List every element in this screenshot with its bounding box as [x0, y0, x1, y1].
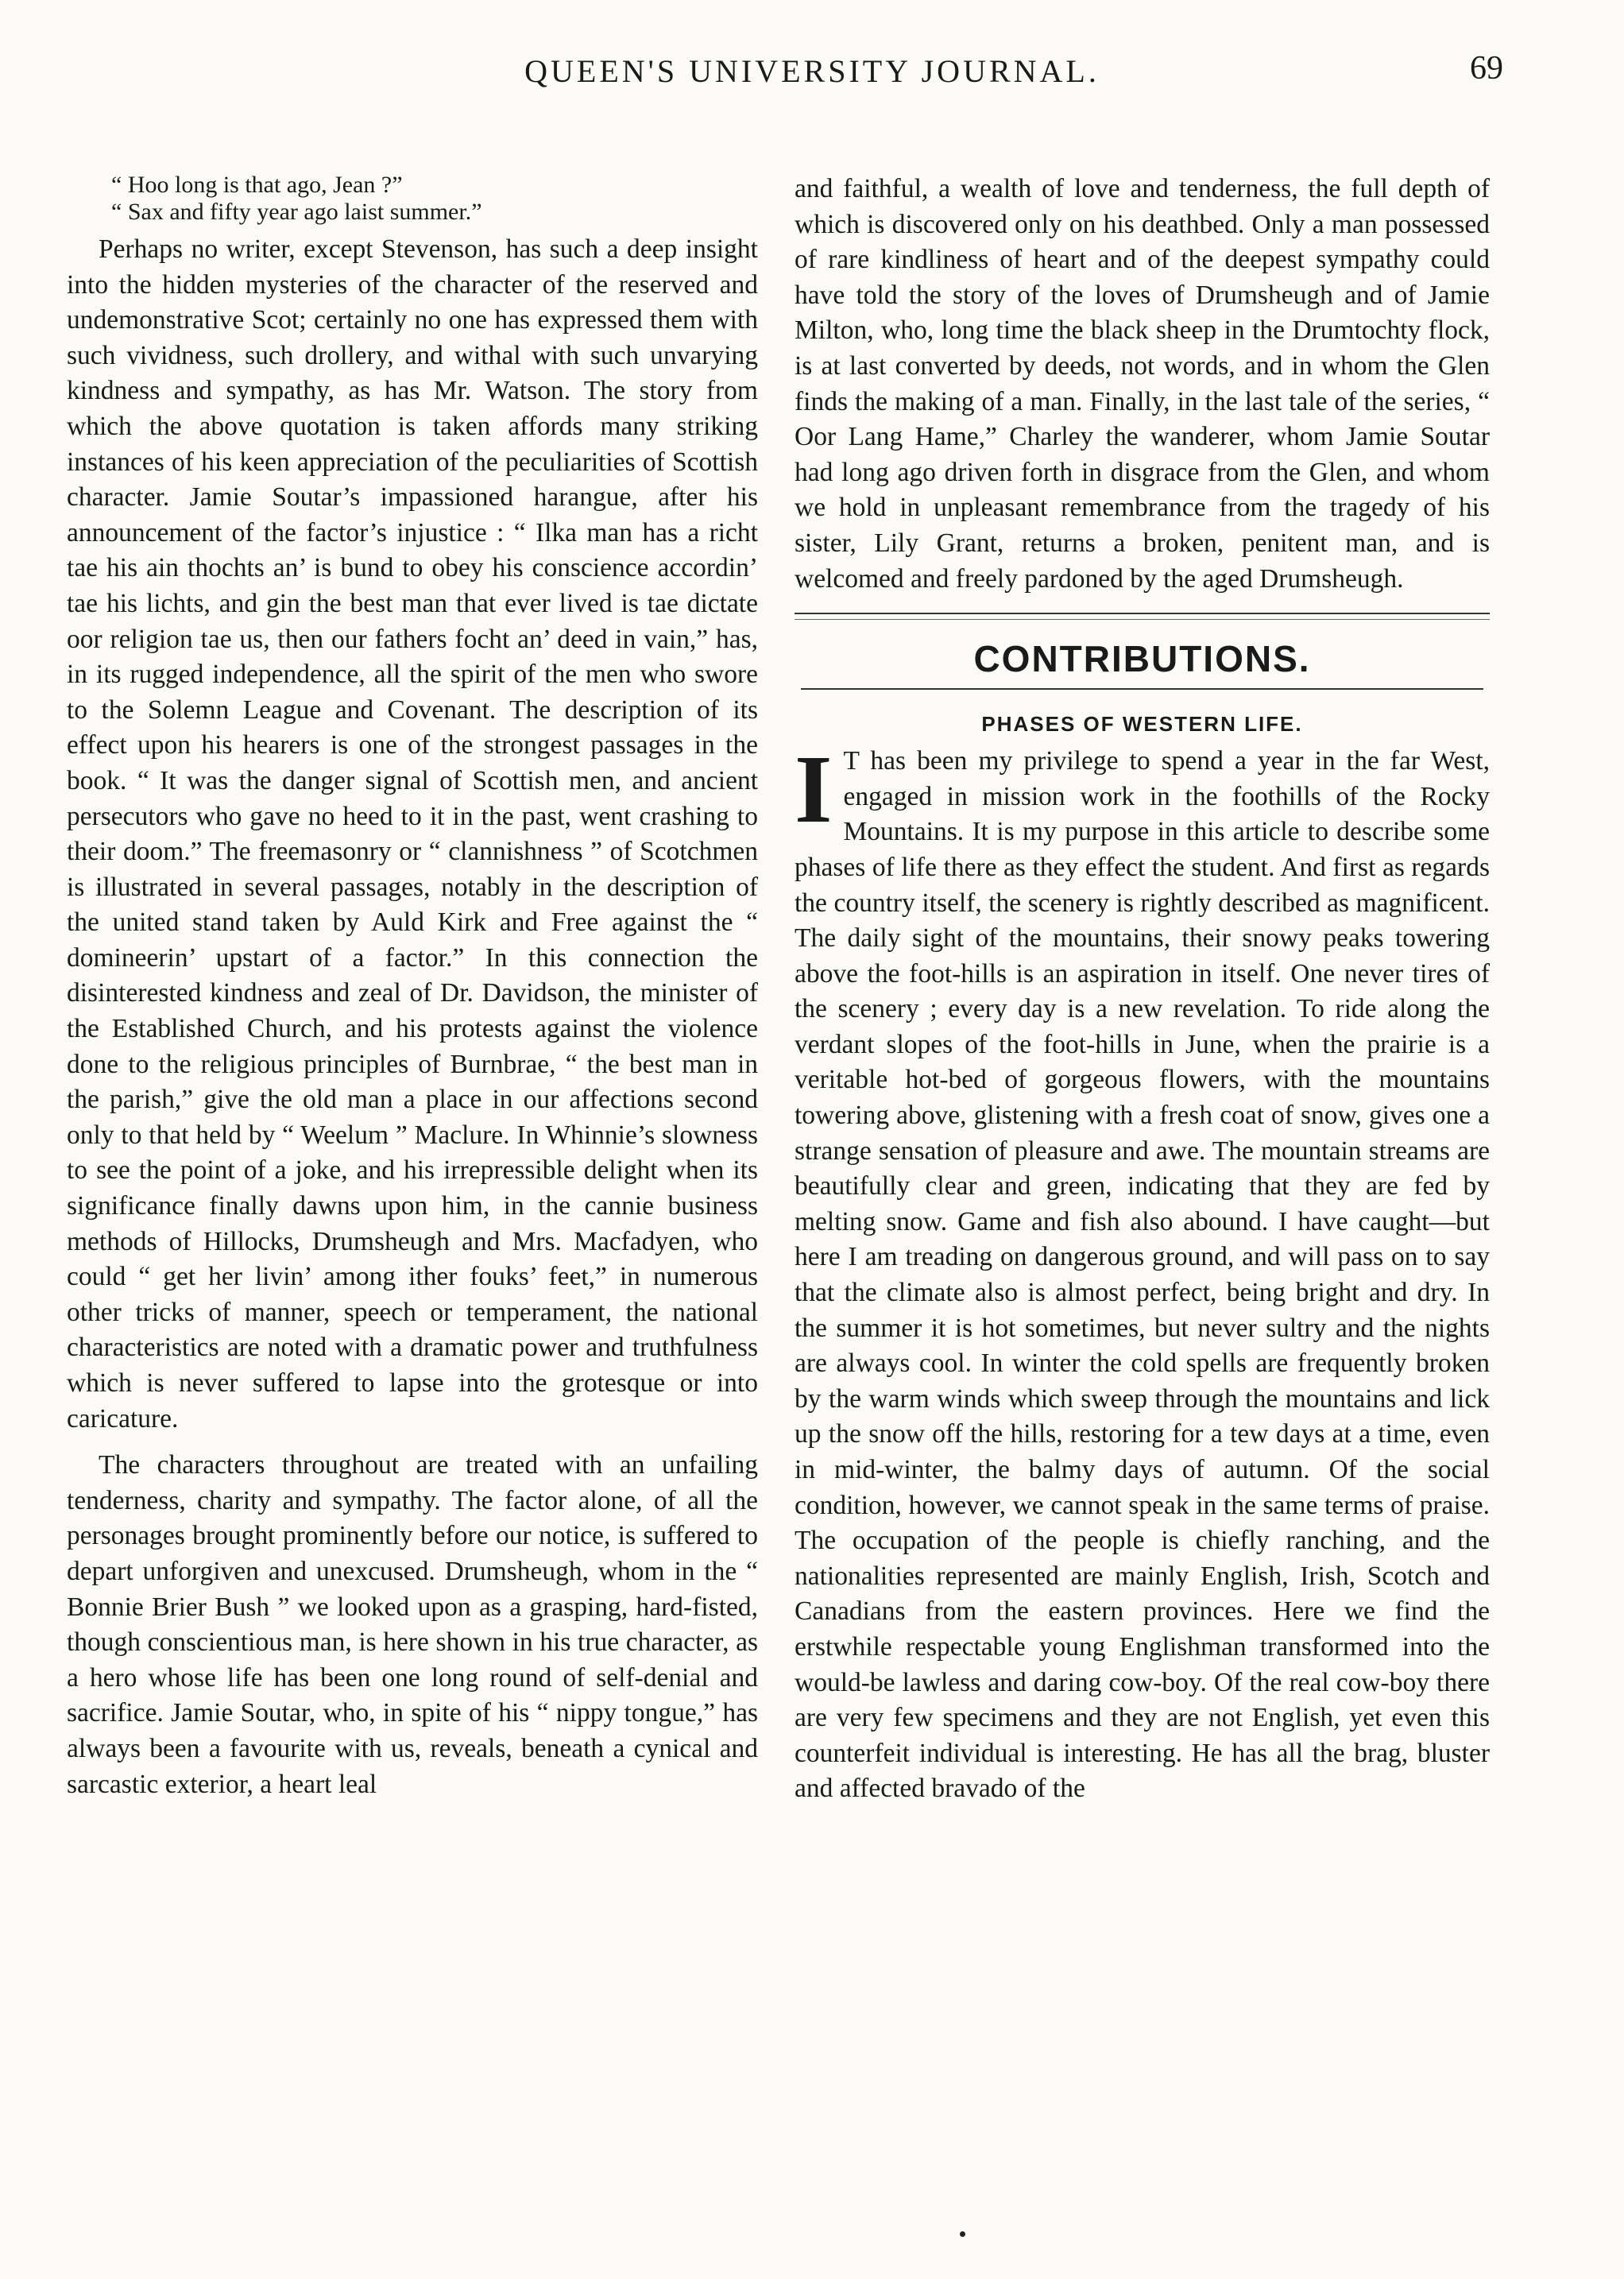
verse-line: “ Sax and fifty year ago laist summer.”	[111, 199, 482, 225]
article-text: T has been my privilege to spend a year in the far West, engaged in mission work in the foothills of the Rocky Mountains. It is my purpose in this article to describe some phases of life there as they effect the student. And first as regards the country itself, the scenery is rightly described as magnificent. The daily sight of the mountains, their snowy peaks towering above the foot-hills is an aspiration in itself. One never tires of the scenery ; every day is a new revelation. To ride along the verdant slopes of the foot-hills in June, when the prairie is a veritable hot-bed of gorgeous flowers, with the mountains towering above, glistening with a fresh coat of snow, gives one a strange sensation of pleasure and awe. The mountain streams are beautifully clear and green, indicating that they are fed by melting snow. Game and fish also abound. I have caught—but here I am treading on dangerous ground, and will pass on to say that the climate also is almost perfect, being bright and dry. In the summer it is hot sometimes, but never sultry and the nights are always cool. In winter the cold spells are frequently broken by the warm winds which sweep through the mountains and lick up the snow off the hills, restoring for a tew days at a time, even in mid-winter, the balmy days of autumn. Of the social condition, however, we cannot speak in the same terms of praise. The occupation of the people is chiefly ranching, and the nationalities represented are mainly English, Irish, Scotch and Canadians from the eastern provinces. Here we find the erstwhile respectable young Englishman transformed into the would-be lawless and daring cow-boy. Of the real cow-boy there are very few specimens and they are not English, yet even this counterfeit individual is interesting. He has all the brag, bluster and affected bravado of the	[795, 746, 1490, 1804]
verse-line: “ Hoo long is that ago, Jean ?”	[111, 172, 403, 198]
body-paragraph: Perhaps no writer, except Stevenson, has such a deep insight into the hidden mysteries of the character of the reserved and undemonstrative Scot; certainly no one has expressed them with such vividness, such drollery, and withal with such unvarying kindness and sympathy, as has Mr. Watson. The story from which the above quotation is taken affords many striking instances of his keen appreciation of the peculiarities of Scottish character. Jamie Soutar’s impassioned harangue, after his announcement of the factor’s injustice : “ Ilka man has a richt tae his ain thochts an’ is bund to obey his conscience accordin’ tae his lichts, and gin the best man that ever lived is tae dictate oor religion tae us, then our fathers focht an’ deed in vain,” has, in its rugged independence, all the spirit of the men who swore to the Solemn League and Covenant. The description of its effect upon his hearers is one of the strongest passages in the book. “ It was the danger signal of Scottish men, and ancient persecutors who gave no heed to it in the past, went crashing to their doom.” The freemasonry or “ clannishness ” of Scotchmen is illustrated in several passages, notably in the description of the united stand taken by Auld Kirk and Free against the “ domineerin’ upstart of a factor.” In this connection the disinterested kindness and zeal of Dr. Davidson, the minister of the Established Church, and his protests against the violence done to the religious principles of Burnbrae, “ the best man in the parish,” give the old man a place in our affections second only to that held by “ Weelum ” Maclure. In Whinnie’s slowness to see the point of a joke, and his irrepressible delight when its significance finally dawns upon him, in the cannie business methods of Hillocks, Drumsheugh and Mrs. Macfadyen, who could “ get her livin’ among ither fouks’ feet,” in numerous other tricks of manner, speech or temperament, the national characteristics are noted with a dramatic power and truthfulness which is never suffered to lapse into the grotesque or into caricature.	[67, 234, 758, 1434]
article-body	[795, 736, 1490, 1807]
ink-dot-decoration	[960, 2231, 965, 2237]
body-paragraph-continued: and faithful, a wealth of love and tenderness, the full depth of which is discovered only on his deathbed. Only a man possessed of rare kindliness of heart and of the deepest sympathy could have told the story of the loves of Drumsheugh and of Jamie Milton, who, long time the black sheep in the Drumtochty flock, is at last converted by deeds, not words, and in whom the Glen finds the making of a man. Finally, in the last tale of the series, “ Oor Lang Hame,” Charley the wanderer, whom Jamie Soutar had long ago driven forth in disgrace from the Glen, and whom we hold in unpleasant remembrance from the tragedy of his sister, Lily Grant, returns a broken, penitent man, and is welcomed and freely pardoned by the aged Drumsheugh.	[795, 174, 1490, 594]
body-paragraph: The characters throughout are treated with an unfailing tenderness, charity and sympathy. The factor alone, of all the personages brought prominently before our notice, is suffered to depart unforgiven and unexcused. Drumsheugh, whom in the “ Bonnie Brier Bush ” we looked upon as a grasping, hard-fisted, though conscientious man, is here shown in his true character, as a hero whose life has been one long round of self-denial and sacrifice. Jamie Soutar, who, in spite of his “ nippy tongue,” has always been a favourite with us, reveals, beneath a cynical and sarcastic exterior, a heart leal	[67, 1450, 758, 1799]
article-title: PHASES OF WESTERN LIFE.	[981, 712, 1303, 737]
drop-cap: I	[795, 736, 833, 844]
section-title: CONTRIBUTIONS.	[973, 638, 1311, 680]
section-divider	[795, 613, 1490, 620]
running-head: QUEEN'S UNIVERSITY JOURNAL.	[524, 53, 1100, 89]
left-column	[67, 172, 758, 1802]
right-column	[795, 172, 1490, 1807]
page-number: 69	[1470, 50, 1503, 87]
title-rule	[801, 688, 1483, 690]
